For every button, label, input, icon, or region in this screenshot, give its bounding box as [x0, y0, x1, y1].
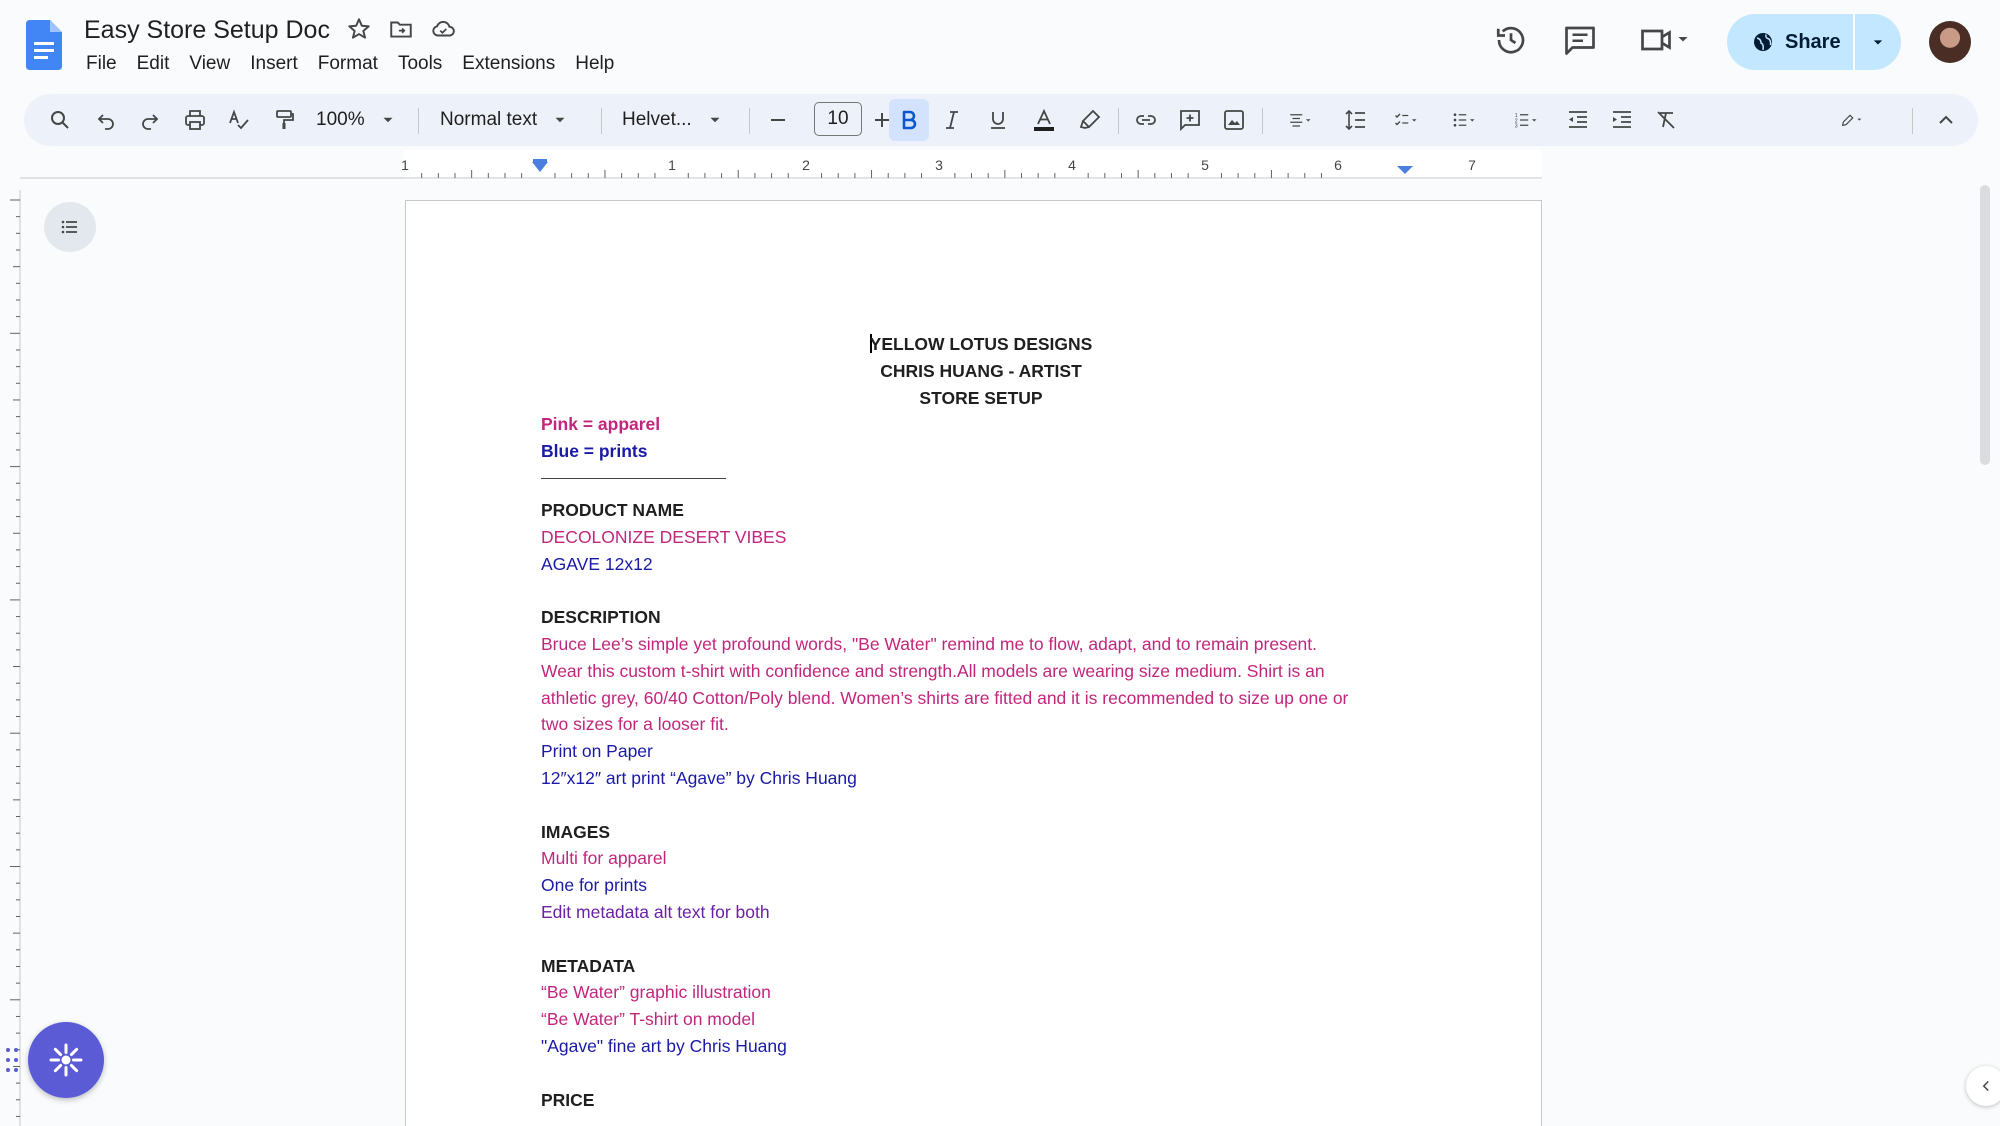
description-apparel-line: Wear this custom t-shirt with confidence and strength.All models are wearing size medium. Shirt is an: [541, 660, 1325, 681]
share-label: Share: [1785, 30, 1841, 53]
globe-icon: [1751, 30, 1775, 54]
section-heading-images: IMAGES: [541, 821, 611, 842]
images-apparel: Multi for apparel: [541, 848, 667, 869]
checklist-icon[interactable]: [1382, 104, 1430, 136]
section-heading-product-name: PRODUCT NAME: [541, 499, 684, 520]
images-both: Edit metadata alt text for both: [541, 901, 770, 922]
drag-handle-icon[interactable]: [4, 1046, 20, 1074]
header-line: [541, 331, 1421, 358]
zoom-select[interactable]: [316, 104, 426, 136]
menu-bar: [86, 50, 634, 78]
toolbar-divider: [601, 108, 602, 134]
search-menus-icon[interactable]: [44, 104, 76, 136]
align-icon[interactable]: [1276, 104, 1324, 136]
hide-menus-chevron-up-icon[interactable]: [1930, 104, 1962, 136]
product-name-apparel: DECOLONIZE DESERT VIBES: [541, 526, 787, 547]
section-heading-description: DESCRIPTION: [541, 607, 661, 628]
decrease-font-size-icon[interactable]: [762, 104, 794, 136]
description-apparel-line: Bruce Lee’s simple yet profound words, "Be Water" remind me to flow, adapt, and to remain present.: [541, 633, 1318, 654]
bulleted-list-icon[interactable]: [1440, 104, 1488, 136]
toolbar-divider: [1912, 108, 1913, 134]
font-size-input[interactable]: 10: [814, 102, 862, 136]
caret-down-icon: [551, 108, 569, 132]
horizontal-rule: [541, 465, 726, 479]
document-title[interactable]: Easy Store Setup Doc: [84, 16, 330, 44]
increase-indent-icon[interactable]: [1606, 104, 1638, 136]
font-family-value: Helvet...: [622, 109, 692, 130]
menu-help[interactable]: Help: [575, 53, 615, 74]
metadata-line: “Be Water” graphic illustration: [541, 982, 771, 1003]
images-print: One for prints: [541, 875, 648, 896]
document-page[interactable]: [405, 200, 1542, 1126]
ruler-mark: 6: [1334, 157, 1342, 173]
cloud-saved-icon[interactable]: [430, 16, 456, 47]
description-apparel-line: athletic grey, 60/40 Cotton/Poly blend. Women’s shirts are fitted and it is recommended to size up one or: [541, 687, 1349, 708]
horizontal-ruler[interactable]: [0, 150, 2000, 180]
caret-down-icon: [379, 108, 397, 132]
undo-icon[interactable]: [90, 104, 122, 136]
menu-file[interactable]: File: [86, 53, 117, 74]
clear-formatting-icon[interactable]: [1650, 104, 1682, 136]
meet-video-icon[interactable]: [1638, 22, 1692, 58]
header-company: YELLOW LOTUS DESIGNS: [869, 334, 1093, 354]
insert-image-icon[interactable]: [1218, 104, 1250, 136]
header-subtitle: STORE SETUP: [919, 387, 1043, 408]
document-body[interactable]: [541, 331, 1421, 1113]
menu-edit[interactable]: Edit: [136, 53, 170, 74]
docs-logo-icon[interactable]: [26, 20, 62, 70]
toolbar-divider: [418, 108, 419, 134]
formatting-toolbar: [24, 94, 1978, 146]
side-panel-toggle-button[interactable]: [1966, 1066, 2000, 1106]
metadata-line: “Be Water” T-shirt on model: [541, 1009, 755, 1030]
toolbar-divider: [1262, 108, 1263, 134]
chevron-left-icon: [1977, 1077, 1995, 1095]
menu-extensions[interactable]: Extensions: [462, 53, 556, 74]
svg-text:3: 3: [1514, 123, 1518, 130]
caret-down-icon: [706, 108, 724, 132]
zoom-value: 100%: [316, 109, 365, 130]
version-history-icon[interactable]: [1493, 22, 1529, 58]
add-comment-icon[interactable]: [1174, 104, 1206, 136]
outline-list-icon: [58, 215, 82, 239]
svg-text:2: 2: [1514, 118, 1518, 125]
text-color-icon[interactable]: [1026, 104, 1062, 136]
menu-insert[interactable]: Insert: [250, 53, 298, 74]
spellcheck-icon[interactable]: [223, 104, 255, 136]
paragraph-style-select[interactable]: [440, 104, 610, 136]
line-spacing-icon[interactable]: [1340, 104, 1372, 136]
ruler-mark: 1: [401, 157, 409, 173]
toolbar-divider: [749, 108, 750, 134]
decrease-indent-icon[interactable]: [1562, 104, 1594, 136]
ruler-mark: 7: [1468, 157, 1476, 173]
description-apparel-line: two sizes for a looser fit.: [541, 714, 729, 735]
document-outline-button[interactable]: [44, 202, 96, 252]
header-artist: CHRIS HUANG - ARTIST: [880, 360, 1082, 381]
ruler-mark: 1: [668, 157, 676, 173]
svg-text:1: 1: [1514, 113, 1518, 119]
move-folder-icon[interactable]: [388, 16, 414, 47]
italic-icon[interactable]: [936, 104, 968, 136]
insert-link-icon[interactable]: [1130, 104, 1162, 136]
vertical-scrollbar[interactable]: [1980, 185, 1990, 465]
redo-icon[interactable]: [134, 104, 166, 136]
description-print-line: Print on Paper: [541, 741, 653, 762]
ruler-mark: 4: [1068, 157, 1076, 173]
menu-format[interactable]: Format: [317, 53, 378, 74]
ruler-mark: 3: [935, 157, 943, 173]
legend-blue: Blue = prints: [541, 441, 648, 462]
first-line-indent-marker[interactable]: [533, 159, 547, 162]
description-print-line: 12″x12″ art print “Agave” by Chris Huang: [541, 767, 857, 788]
menu-tools[interactable]: Tools: [397, 53, 443, 74]
comments-icon[interactable]: [1562, 22, 1598, 58]
caret-down-icon: [1868, 32, 1888, 52]
highlight-color-icon[interactable]: [1074, 104, 1106, 136]
vertical-ruler[interactable]: [0, 190, 24, 1126]
metadata-line: "Agave" fine art by Chris Huang: [541, 1035, 787, 1056]
menu-view[interactable]: View: [189, 53, 231, 74]
ruler-mark: 5: [1201, 157, 1209, 173]
product-name-print: AGAVE 12x12: [541, 553, 653, 574]
ruler-mark: 2: [802, 157, 810, 173]
paragraph-style-value: Normal text: [440, 109, 538, 130]
sparkle-gear-icon: [48, 1042, 84, 1078]
toolbar-divider: [1118, 108, 1119, 134]
share-button[interactable]: [1727, 14, 1853, 70]
numbered-list-icon[interactable]: [1502, 104, 1550, 136]
section-heading-metadata: METADATA: [541, 955, 636, 976]
section-heading-price: PRICE: [541, 1089, 595, 1110]
font-family-select[interactable]: [622, 104, 762, 136]
share-dropdown-button[interactable]: [1855, 14, 1901, 70]
assistant-fab-button[interactable]: [28, 1022, 104, 1098]
legend-pink: Pink = apparel: [541, 414, 661, 435]
editing-mode-icon[interactable]: [1824, 104, 1880, 136]
title-bar: [0, 0, 2000, 84]
underline-icon[interactable]: [982, 104, 1014, 136]
account-avatar[interactable]: [1929, 21, 1971, 63]
print-icon[interactable]: [179, 104, 211, 136]
paint-format-icon[interactable]: [268, 104, 300, 136]
star-icon[interactable]: [346, 16, 372, 47]
bold-icon[interactable]: [889, 99, 929, 141]
